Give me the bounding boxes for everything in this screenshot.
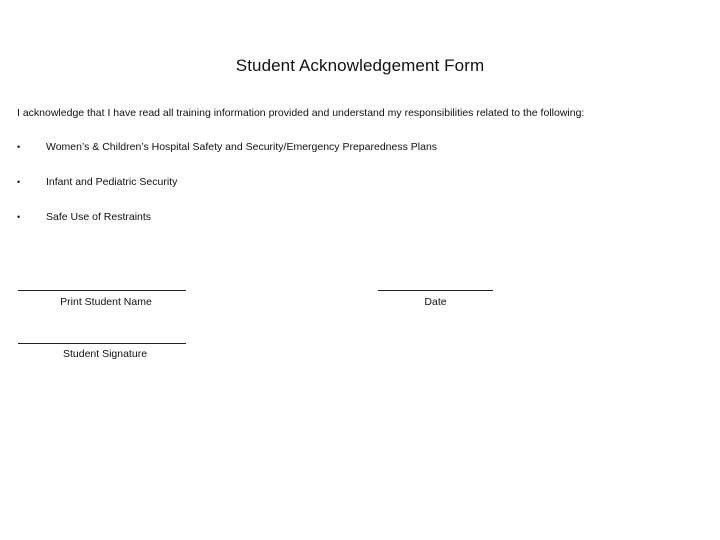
list-item-label: Women’s & Children’s Hospital Safety and Security/Emergency Preparedness Plans (46, 141, 438, 153)
form-title: Student Acknowledgement Form (235, 56, 485, 75)
responsibility-list (17, 140, 437, 245)
list-item-label: Safe Use of Restraints (46, 211, 152, 223)
bullet-icon: • (17, 142, 21, 152)
bullet-icon: • (17, 212, 21, 222)
bullet-icon: • (17, 177, 21, 187)
signature-label: Student Signature (62, 348, 148, 360)
print-name-label: Print Student Name (60, 296, 152, 308)
date-line[interactable] (378, 290, 493, 291)
signature-line[interactable] (18, 343, 186, 344)
list-item (17, 210, 437, 245)
acknowledgement-statement: I acknowledge that I have read all training information provided and understand my responsibilities related to the following: (17, 107, 585, 119)
list-item-label: Infant and Pediatric Security (46, 176, 178, 188)
date-label: Date (424, 296, 447, 308)
list-item (17, 140, 437, 175)
print-name-line[interactable] (18, 290, 186, 291)
list-item (17, 175, 437, 210)
